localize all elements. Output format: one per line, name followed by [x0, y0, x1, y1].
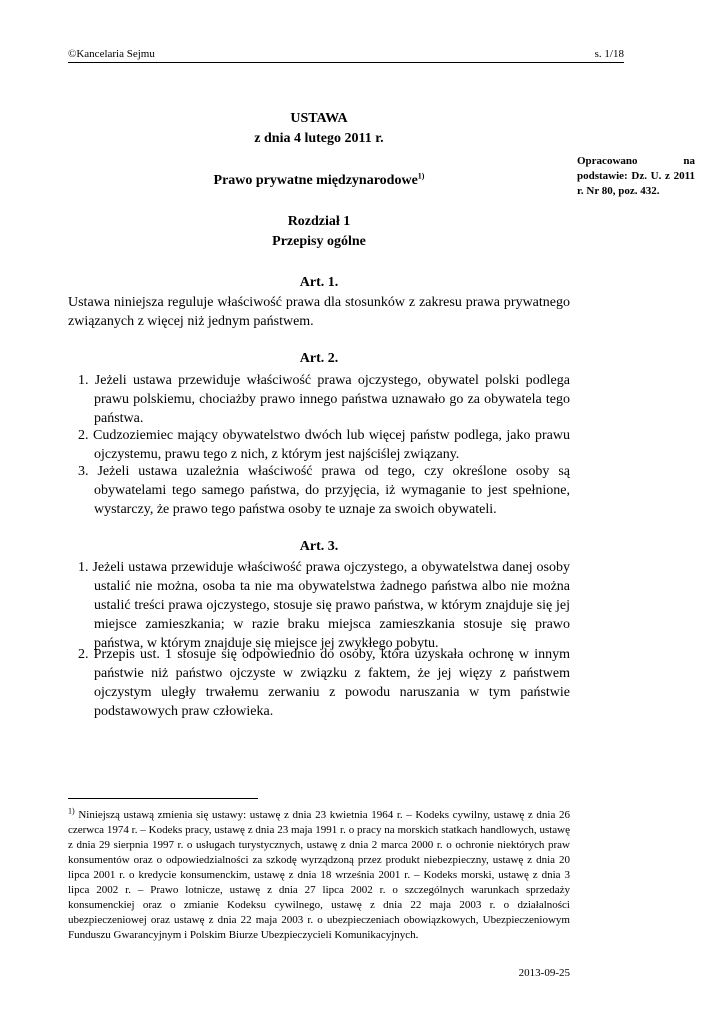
chapter-number: Rozdział 1: [287, 214, 351, 229]
article-1-text: Ustawa niniejsza reguluje właściwość prawa dla stosunków z zakresu prawa prywatnego związanych z więcej niż jednym państwem.: [68, 295, 570, 329]
page-number: s. 1/18: [594, 48, 624, 60]
article-3-item-1: 1. Jeżeli ustawa przewiduje właściwość prawa ojczystego, a obywatelstwa danej osoby ustalić nie można, osoba ta nie ma obywatelstwa żadnego państwa albo nie można ustalić treści prawa ojczystego, stosuje się prawo państwa, w którym znajduje się jej miejsce zamieszkania; w razie braku miejsca zamieszkania stosuje się prawo państwa, w którym znajduje się miejsce jej zwykłego pobytu.: [78, 560, 570, 651]
article-2-item-2: 2. Cudzoziemiec mający obywatelstwo dwóch lub więcej państw podlega, jako prawu ojczystemu, prawu tego z nich, z którym jest najściślej związany.: [78, 428, 570, 462]
act-date: z dnia 4 lutego 2011 r.: [254, 131, 384, 146]
article-2-item-1: 1. Jeżeli ustawa przewiduje właściwość prawa ojczystego, obywatel polski podlega prawu polskiemu, chociażby prawo innego państwa uznawało go za obywatela tego państwa.: [78, 373, 570, 426]
article-1-heading: Art. 1.: [299, 275, 339, 290]
article-2-heading: Art. 2.: [299, 351, 339, 366]
article-3-heading: Art. 3.: [299, 539, 339, 554]
act-name-line: [68, 172, 570, 190]
document-date: 2013-09-25: [518, 967, 570, 979]
publisher-label: ©Kancelaria Sejmu: [68, 48, 155, 60]
chapter-title: Przepisy ogólne: [272, 234, 366, 249]
source-note: Opracowano na podstawie: Dz. U. z 2011 r. Nr 80, poz. 432.: [577, 155, 695, 197]
article-2-item-3: 3. Jeżeli ustawa uzależnia właściwość prawa od tego, czy określone osoby są obywatelami tego samego państwa, do przyjęcia, iż wymaganie to jest spełnione, wystarczy, że prawo tego państwa osoby te uznaje za swoich obywateli.: [78, 464, 570, 517]
footnote: [68, 808, 570, 943]
act-name: Prawo prywatne międzynarodowe: [213, 173, 418, 188]
footnote-marker: 1): [68, 806, 75, 816]
footnote-text: Niniejszą ustawą zmienia się ustawy: ustawę z dnia 23 kwietnia 1964 r. – Kodeks cywilny, ustawę z dnia 26 czerwca 1974 r. – Kodeks pracy, ustawę z dnia 23 maja 1991 r. o pracy na morskich statkach handlowych, ustawę z dnia 29 sierpnia 1997 r. o usługach turystycznych, ustawę z dnia 2 marca 2000 r. o ochronie niektórych praw konsumentów oraz o odpowiedzialności za szkodę wyrządzoną przez produkt niebezpieczny, ustawę z dnia 20 lipca 2001 r. o kredycie konsumenckim, ustawę z dnia 18 września 2001 r. – Kodeks morski, ustawę z dnia 3 lipca 2002 r. – Prawo lotnicze, ustawę z dnia 27 lipca 2002 r. o szczególnych warunkach sprzedaży konsumenckiej oraz o zmianie Kodeksu cywilnego, ustawę z dnia 22 maja 2003 r. o działalności ubezpieczeniowej oraz ustawę z dnia 22 maja 2003 r. o ubezpieczeniach obowiązkowych, Ubezpieczeniowym Funduszu Gwarancyjnym i Polskim Biurze Ubezpieczycieli Komunikacyjnych.: [68, 809, 571, 941]
page-header: [68, 48, 624, 63]
act-type: USTAWA: [290, 111, 348, 126]
article-3-item-2: 2. Przepis ust. 1 stosuje się odpowiednio do osoby, która uzyskała ochronę w innym państwie niż państwo ojczyste w związku z faktem, że jej więzy z państwem ojczystym uległy trwałemu zerwaniu z powodu naruszania w tym państwie podstawowych praw człowieka.: [78, 647, 570, 719]
act-footnote-marker[interactable]: 1): [417, 171, 425, 181]
footnote-separator: [68, 798, 258, 799]
